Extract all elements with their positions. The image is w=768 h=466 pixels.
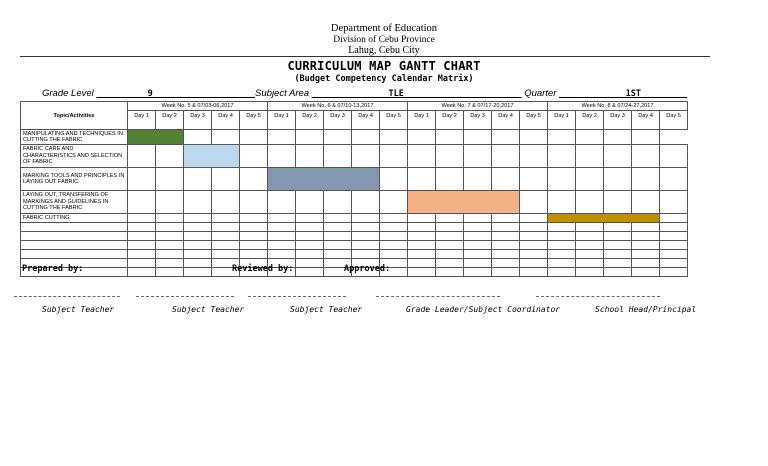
meta-line	[42, 88, 687, 99]
day-header: Day 2	[436, 111, 464, 130]
topic-cell: MARKING TOOLS AND PRINCIPLES IN LAYING OUT FABRIC	[21, 168, 128, 191]
signatory-role: Grade Leader/Subject Coordinator	[406, 305, 561, 314]
reviewed-by-label: Reviewed by:	[232, 264, 294, 274]
table-row	[21, 232, 688, 241]
document-subtitle: (Budget Competency Calendar Matrix)	[294, 74, 474, 84]
signatory-role: Subject Teacher	[42, 305, 115, 314]
week-header: Week No. 7 & 07/17-20,2017	[408, 102, 548, 111]
day-header: Day 3	[324, 111, 352, 130]
subject-area-label: Subject Area	[255, 88, 310, 99]
day-header: Day 1	[128, 111, 156, 130]
grade-level-value: __________9____________________	[96, 89, 256, 99]
table-row	[21, 223, 688, 232]
department-name: Department of Education	[330, 23, 438, 34]
day-header: Day 5	[520, 111, 548, 130]
city-name: Lahug, Cebu City	[348, 45, 420, 56]
day-header: Day 5	[380, 111, 408, 130]
day-header: Day 1	[408, 111, 436, 130]
week-header: Week No. 6 & 07/10-13,2017	[268, 102, 408, 111]
gantt-bar	[184, 145, 240, 168]
header-divider	[20, 56, 710, 57]
gantt-bar	[408, 191, 520, 214]
day-header: Day 5	[240, 111, 268, 130]
grade-level-label: Grade Level	[42, 88, 94, 99]
subject-area-value: _______________TLE_______________________	[311, 89, 522, 99]
table-row	[21, 241, 688, 250]
day-header: Day 4	[492, 111, 520, 130]
division-name: Division of Cebu Province	[333, 35, 435, 45]
day-header: Day 5	[660, 111, 688, 130]
day-header: Day 4	[632, 111, 660, 130]
day-header: Day 1	[548, 111, 576, 130]
signatory-role: School Head/Principal	[595, 305, 697, 314]
day-header: Day 4	[352, 111, 380, 130]
signature-line	[376, 296, 500, 297]
day-header: Day 3	[464, 111, 492, 130]
table-row	[21, 250, 688, 259]
day-header: Day 3	[184, 111, 212, 130]
week-header: Week No. 8 & 07/24-27,2017	[548, 102, 688, 111]
topic-cell: FABRIC CUTTING	[21, 214, 128, 223]
gantt-table	[20, 101, 688, 277]
quarter-label: Quarter	[524, 88, 557, 99]
document-title: CURRICULUM MAP GANTT CHART	[287, 59, 481, 73]
gantt-bar	[548, 214, 660, 223]
week-header: Week No. 5 & 07/03-06,2017	[128, 102, 268, 111]
signature-line	[14, 296, 120, 297]
table-row	[21, 168, 688, 191]
signature-line	[248, 296, 346, 297]
topic-header: Topic/Activities	[21, 102, 128, 130]
approved-label: Approved:	[344, 264, 391, 274]
table-row	[21, 214, 688, 223]
topic-cell: LAYING OUT, TRANSFERING OF MARKINGS AND GUIDELINES IN CUTTING THE FABRIC	[21, 191, 128, 214]
topic-cell: FABRIC CARE AND CHARACTERISTICS AND SELECTION OF FABRIC	[21, 145, 128, 168]
prepared-by-label: Prepared by:	[22, 264, 84, 274]
topic-cell: MANIPULATING AND TECHNIQUES IN CUTTING THE FABRIC	[21, 130, 128, 145]
gantt-bar	[128, 130, 184, 145]
signature-line	[136, 296, 234, 297]
day-header: Day 2	[576, 111, 604, 130]
gantt-bar	[268, 168, 380, 191]
table-row	[21, 191, 688, 214]
table-row	[21, 130, 688, 145]
signatory-role: Subject Teacher	[290, 305, 363, 314]
quarter-value: _____________1ST_________	[559, 89, 687, 99]
signature-line	[536, 296, 660, 297]
day-header: Day 1	[268, 111, 296, 130]
day-header: Day 3	[604, 111, 632, 130]
day-header: Day 2	[156, 111, 184, 130]
signatory-role: Subject Teacher	[172, 305, 245, 314]
table-row	[21, 145, 688, 168]
day-header: Day 4	[212, 111, 240, 130]
day-header: Day 2	[296, 111, 324, 130]
